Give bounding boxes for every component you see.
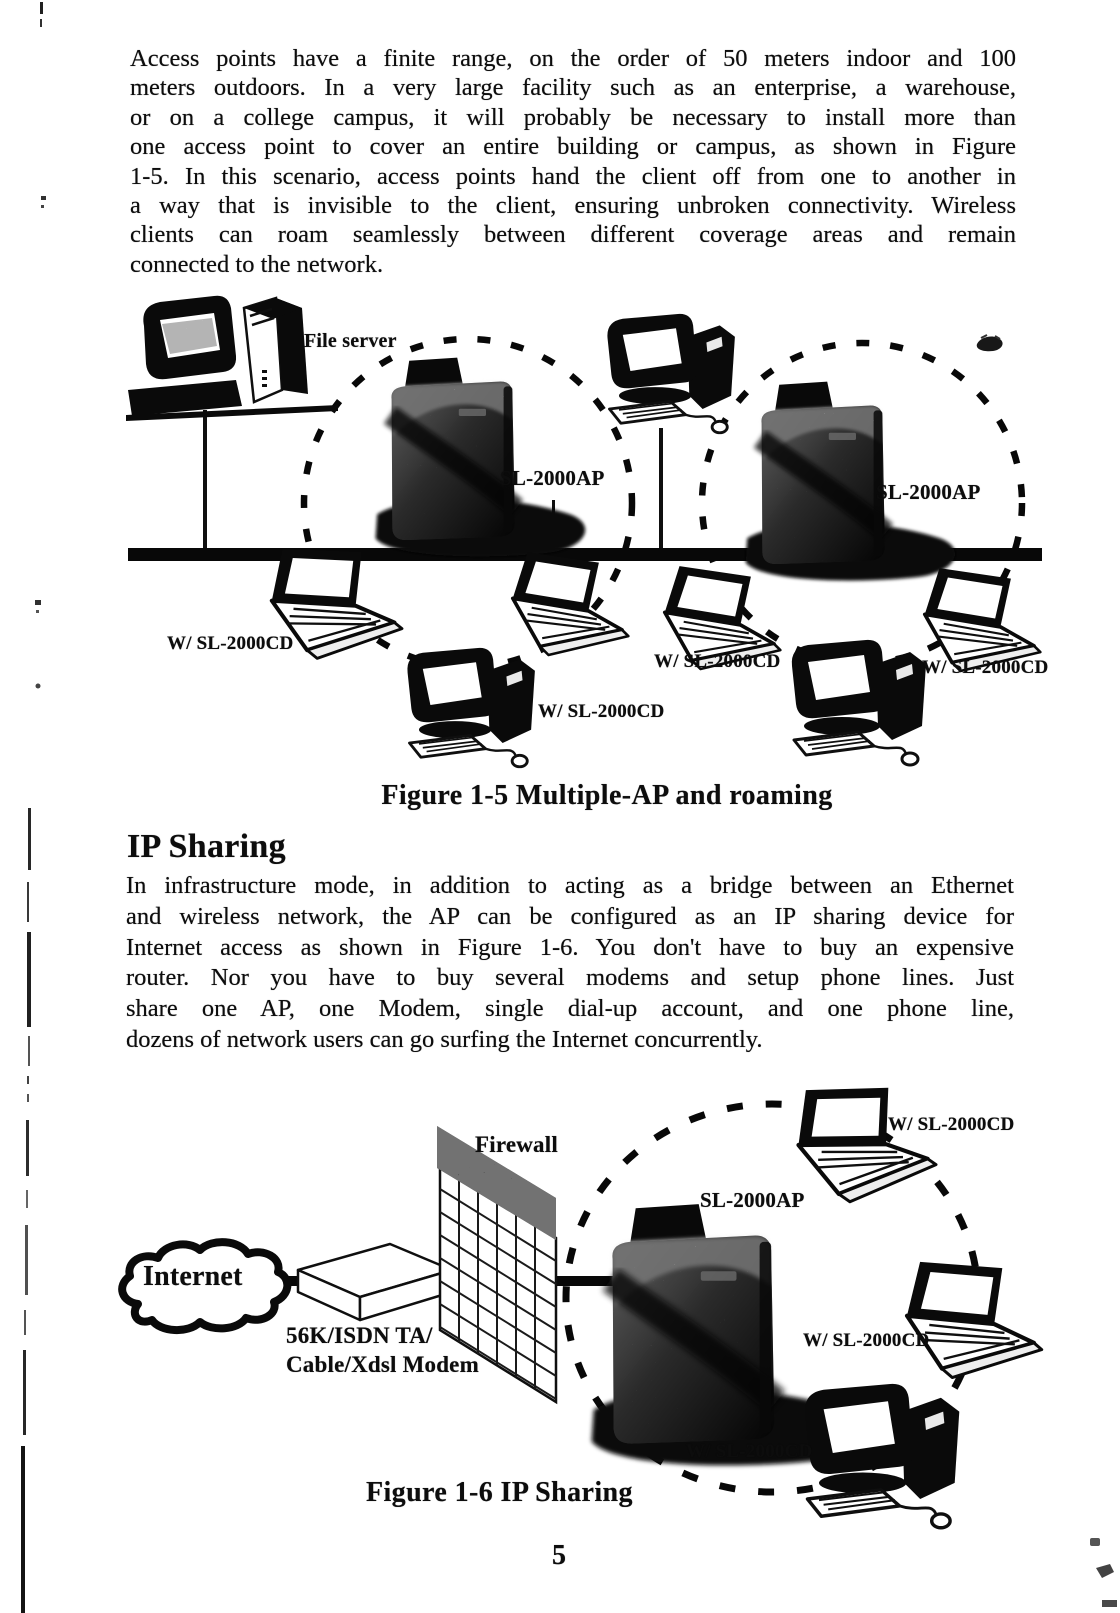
ap-right-label: SL-2000AP — [876, 480, 981, 504]
body-text-line: or on a college campus, it will probably be necessary to install more than — [130, 103, 1016, 131]
client-label: W/ SL-2000CD — [803, 1330, 930, 1351]
body-text-line: dozens of network users can go surfing the Internet concurrently. — [126, 1025, 763, 1053]
client-label: W/ SL-2000CD — [922, 657, 1049, 678]
body-text-line: and wireless network, the AP can be configured as an IP sharing device for — [126, 902, 1014, 930]
body-text-line: Internet access as shown in Figure 1-6. You don't have to buy an expensive — [126, 933, 1014, 961]
body-text-line: In infrastructure mode, in addition to acting as a bridge between an Ethernet — [126, 872, 1014, 899]
body-text-line: 1-5. In this scenario, access points hand the client off from one to another in — [130, 162, 1016, 190]
desktop-client-icon — [607, 314, 734, 433]
client-label: W/ SL-2000CD — [167, 633, 294, 654]
desktop-drop-line — [659, 428, 663, 550]
figure-1-6-caption: Figure 1-6 IP Sharing — [366, 1477, 633, 1508]
firewall-label: Firewall — [475, 1132, 558, 1157]
modem-label-line1: 56K/ISDN TA/ — [286, 1323, 433, 1348]
client-label: W/ SL-2000CD — [538, 701, 665, 722]
client-label: W/ SL-2000CD — [888, 1114, 1015, 1135]
intro-paragraph — [130, 44, 1016, 279]
laptop-client-icon — [925, 568, 1041, 671]
ip-sharing-paragraph — [126, 871, 1014, 1056]
body-text-line: Access points have a finite range, on the order of 50 meters indoor and 100 — [130, 45, 1016, 72]
figure-1-5-artwork — [126, 296, 1042, 767]
access-point-left-icon — [376, 358, 586, 557]
ap-left-label: SL-2000AP — [500, 466, 605, 490]
desktop-client-icon — [805, 1384, 959, 1528]
ap-label: SL-2000AP — [700, 1188, 805, 1212]
body-text-line: meters outdoors. In a very large facility such as an enterprise, a warehouse, — [130, 74, 1016, 102]
body-text-line: router. Nor you have to buy several modems and setup phone lines. Just — [126, 964, 1014, 992]
section-heading: IP Sharing — [127, 828, 286, 865]
internet-label: Internet — [143, 1261, 243, 1292]
mouse-artifact-icon — [977, 335, 1003, 351]
file-server-drop-line — [203, 410, 207, 550]
desktop-client-icon — [792, 640, 926, 765]
desktop-client-icon — [407, 648, 534, 767]
body-text-line: clients can roam seamlessly between different coverage areas and remain — [130, 221, 1016, 249]
client-label: W/ SL-2000CD — [654, 651, 781, 672]
body-text-line: one access point to cover an entire building or campus, as shown in Figure — [130, 133, 1016, 161]
figure-1-6-artwork — [122, 1070, 1043, 1528]
file-server-label: File server — [304, 330, 397, 352]
modem-label-line2: Cable/Xdsl Modem — [286, 1352, 479, 1377]
laptop-client-icon — [513, 552, 629, 655]
laptop-client-icon — [789, 1070, 939, 1209]
body-text-line: connected to the network. — [130, 250, 384, 278]
body-text-line: a way that is invisible to the client, ensuring unbroken connectivity. Wireless — [130, 192, 1016, 220]
page-number: 5 — [552, 1540, 566, 1571]
file-server-icon — [126, 296, 338, 421]
client-label: W/ SL-2000CD — [686, 1441, 813, 1462]
modem-icon — [298, 1244, 452, 1320]
figure-1-5-caption: Figure 1-5 Multiple-AP and roaming — [381, 780, 833, 811]
body-text-line: share one AP, one Modem, single dial-up account, and one phone line, — [126, 995, 1014, 1023]
laptop-client-icon — [903, 1254, 1043, 1381]
